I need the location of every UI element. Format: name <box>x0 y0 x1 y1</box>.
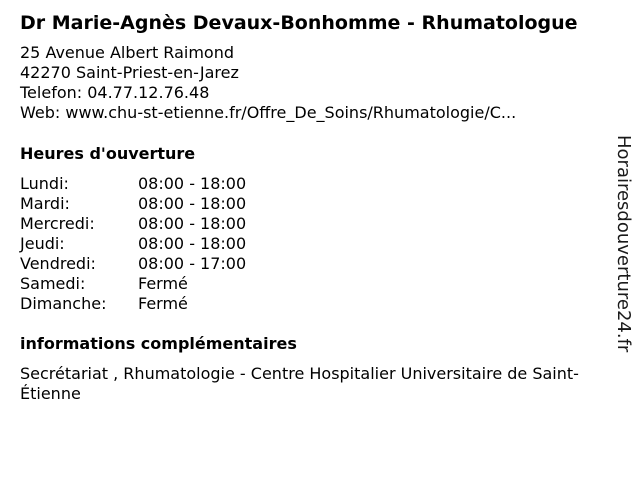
site-watermark: Horairesdouverture24.fr <box>613 135 634 353</box>
city-address: 42270 Saint-Priest-en-Jarez <box>20 63 239 82</box>
day-label: Dimanche: <box>20 294 107 313</box>
hours-row-monday <box>20 174 246 194</box>
day-label: Mercredi: <box>20 214 95 233</box>
address-block <box>20 43 516 123</box>
info-heading: informations complémentaires <box>20 334 297 353</box>
opening-hours-table <box>20 174 246 314</box>
hours-row-tuesday <box>20 194 246 214</box>
hours-value: 08:00 - 18:00 <box>138 194 247 213</box>
hours-value: 08:00 - 18:00 <box>138 214 247 233</box>
website-link[interactable]: Web: www.chu-st-etienne.fr/Offre_De_Soins/Rhumatologie/C... <box>20 103 517 122</box>
info-text: Secrétariat , Rhumatologie - Centre Hospitalier Universitaire de Saint-Étienne <box>20 364 579 403</box>
hours-value: 08:00 - 17:00 <box>138 254 247 273</box>
hours-row-wednesday <box>20 214 246 234</box>
hours-row-friday <box>20 254 246 274</box>
day-label: Lundi: <box>20 174 69 193</box>
day-label: Jeudi: <box>20 234 65 253</box>
hours-heading: Heures d'ouverture <box>20 144 196 163</box>
hours-value: Fermé <box>138 274 188 293</box>
page-title: Dr Marie-Agnès Devaux-Bonhomme - Rhumatologue <box>20 12 578 34</box>
street-address: 25 Avenue Albert Raimond <box>20 43 234 62</box>
hours-value: 08:00 - 18:00 <box>138 174 247 193</box>
phone-number: Telefon: 04.77.12.76.48 <box>20 83 210 102</box>
day-label: Vendredi: <box>20 254 96 273</box>
hours-value: 08:00 - 18:00 <box>138 234 247 253</box>
hours-value: Fermé <box>138 294 188 313</box>
day-label: Samedi: <box>20 274 86 293</box>
day-label: Mardi: <box>20 194 70 213</box>
hours-row-thursday <box>20 234 246 254</box>
hours-row-saturday <box>20 274 246 294</box>
hours-row-sunday <box>20 294 246 314</box>
